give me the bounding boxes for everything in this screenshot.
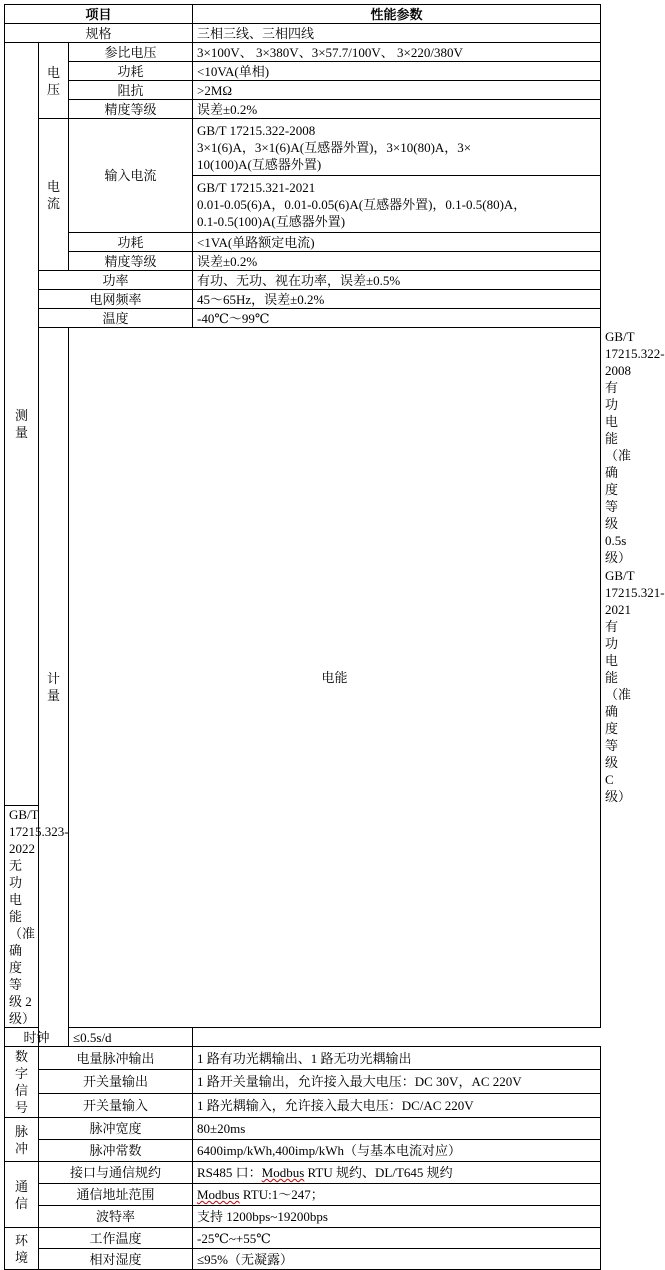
impedance-value: >2MΩ [193,81,601,100]
voltage-power-label: 功耗 [69,62,193,81]
pulse-output-value: 1 路有功光耦输出、1 路无功光耦输出 [193,1047,601,1070]
table-row: GB/T 17215.321-2021 有功电能（准确度等级 C 级） [605,568,665,804]
current-accuracy-label: 精度等级 [69,252,193,271]
input-current-label: 输入电流 [69,119,193,233]
pulse-width-value: 80±20ms [193,1118,601,1140]
table-row [5,100,601,119]
spec-value: 三相三线、三相四线 [193,24,601,43]
current-group-label: 电 流 [39,119,69,271]
table-row [5,1118,601,1140]
table-row [5,81,601,100]
work-temp-value: -25℃~+55℃ [193,1228,601,1249]
address-value: Modbus RTU:1～247； [193,1184,601,1206]
header-params: 性能参数 [193,5,601,24]
table-row [5,1140,601,1162]
current-accuracy-value: 误差±0.2% [193,252,601,271]
table-row [5,233,601,252]
switch-output-label: 开关量输出 [39,1070,193,1094]
table-row [5,1094,601,1118]
header-item: 项目 [5,5,193,24]
clock-label: 时钟 [5,1028,69,1047]
switch-output-value: 1 路开关量输出，允许接入最大电压：DC 30V，AC 220V [193,1070,601,1094]
ref-voltage-value: 3×100V、 3×380V、3×57.7/100V、 3×220/380V [193,43,601,62]
protocol-value: RS485 口：Modbus RTU 规约、DL/T645 规约 [193,1162,601,1184]
voltage-accuracy-value: 误差±0.2% [193,100,601,119]
protocol-label: 接口与通信规约 [39,1162,193,1184]
switch-input-value: 1 路光耦输入，允许接入最大电压：DC/AC 220V [193,1094,601,1118]
table-row [5,1162,601,1184]
clock-value: ≤0.5s/d [69,1028,193,1047]
ref-voltage-label: 参比电压 [69,43,193,62]
table-row [5,1184,601,1206]
input-current-2008: GB/T 17215.322-2008 3×1(6)A，3×1(6)A(互感器外置)，3×10(80)A，3× 10(100)A(互感器外置) [193,119,601,176]
spec-label: 规格 [5,24,193,43]
switch-input-label: 开关量输入 [39,1094,193,1118]
energy-label: 电能 [69,328,601,1028]
voltage-group-label: 电 压 [39,43,69,119]
table-row [5,24,601,43]
measure-group-label: 测 量 [5,43,39,806]
voltage-accuracy-label: 精度等级 [69,100,193,119]
pulse-constant-value: 6400imp/kWh,400imp/kWh（与基本电流对应） [193,1140,601,1162]
pulse-output-label: 电量脉冲输出 [39,1047,193,1070]
table-row [5,271,601,290]
env-group-label: 环 境 [5,1228,39,1270]
table-row [5,1249,601,1270]
comm-group-label: 通 信 [5,1162,39,1228]
voltage-power-value: <10VA(单相) [193,62,601,81]
input-current-2021: GB/T 17215.321-2021 0.01-0.05(6)A，0.01-0.05(6)A(互感器外置)，0.1-0.5(80)A， 0.1-0.5(100)A(互感器外置) [193,176,601,233]
frequency-label: 电网频率 [39,290,193,309]
humidity-value: ≤95%（无凝露） [193,1249,601,1270]
baud-label: 波特率 [39,1206,193,1228]
table-row [5,309,601,328]
power-label: 功率 [39,271,193,290]
table-row: 计 量 电能 GB/T 17215.322-2008 有功电能（准确度等级 0.5s 级） [5,328,601,567]
table-row [5,1206,601,1228]
energy-2022: GB/T 17215.323-2022 无功电能（准确度等级 2 级） [5,806,39,1028]
table-row [5,1028,601,1047]
pulse-group-label: 脉 冲 [5,1118,39,1162]
table-row [5,1070,601,1094]
table-row [5,1228,601,1249]
table-row [5,43,601,62]
table-row [5,1047,601,1070]
header-row [5,5,601,24]
power-value: 有功、无功、视在功率，误差±0.5% [193,271,601,290]
table-row [5,290,601,309]
table-row [5,252,601,271]
current-power-value: <1VA(单路额定电流) [193,233,601,252]
humidity-label: 相对湿度 [39,1249,193,1270]
baud-value: 支持 1200bps~19200bps [193,1206,601,1228]
pulse-width-label: 脉冲宽度 [39,1118,193,1140]
metering-group-label: 计 量 [39,328,69,1047]
spec-table [4,4,665,1270]
address-label: 通信地址范围 [39,1184,193,1206]
current-power-label: 功耗 [69,233,193,252]
temperature-label: 温度 [39,309,193,328]
pulse-constant-label: 脉冲常数 [39,1140,193,1162]
table-row [5,62,601,81]
impedance-label: 阻抗 [69,81,193,100]
table-row [5,119,601,176]
work-temp-label: 工作温度 [39,1228,193,1249]
frequency-value: 45～65Hz，误差±0.2% [193,290,601,309]
digital-group-label: 数 字 信 号 [5,1047,39,1118]
temperature-value: -40℃～99℃ [193,309,601,328]
